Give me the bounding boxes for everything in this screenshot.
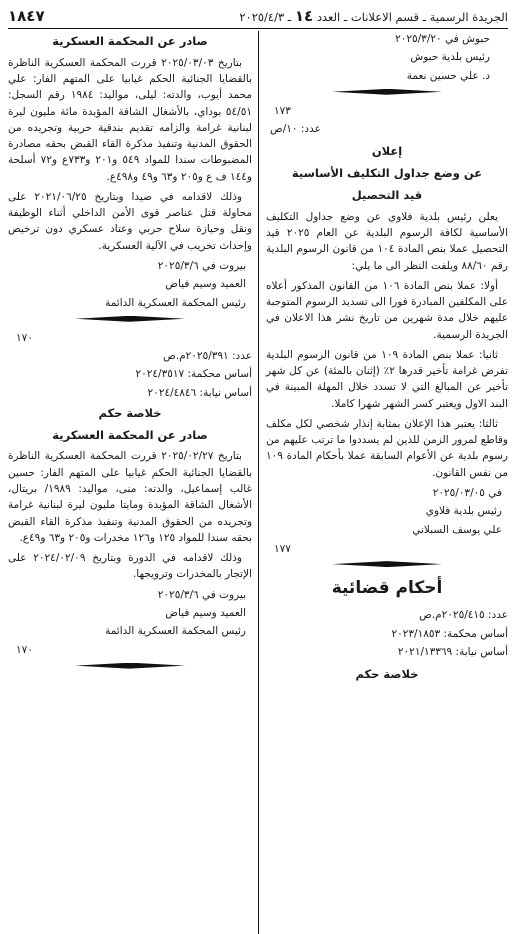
sig-name: العميد وسيم فياض <box>165 278 246 291</box>
ornament-divider <box>332 559 442 569</box>
ornament-divider <box>75 661 185 671</box>
prosecution-base: أساس نيابة: ٢٠٢٤/٤٨٤٦ <box>147 386 252 399</box>
column-divider <box>258 31 259 934</box>
ornament-divider <box>332 87 442 97</box>
announce-subtitle-1: عن وضع جداول التكليف الأساسية <box>291 166 483 181</box>
case-refs <box>266 607 508 660</box>
ornament-divider <box>75 314 185 324</box>
sig-name: علي يوسف السبلاني <box>412 523 502 536</box>
issued-by: صادر عن المحكمة العسكرية <box>52 427 208 442</box>
court-base: أساس محكمة: ٢٠٢٣/١٨٥٣ <box>391 627 508 640</box>
notice-number: ١٧٠ <box>16 331 33 344</box>
judgment-2-reason: وذلك لاقدامه في الدورة وبتاريخ ٢٠٢٤/٠٢/٠٩ على الإتجار بالمخدرات وترويجها. <box>8 552 252 581</box>
sig-title: رئيس بلدية حبوش <box>410 51 490 64</box>
page-header <box>8 6 508 29</box>
sig-date: بيروت في ٢٠٢٥/٣/٦ <box>157 588 246 601</box>
case-2-refs <box>8 348 252 401</box>
judgment-2-signature <box>8 587 252 640</box>
summary-title: خلاصة حكم <box>98 405 162 420</box>
case-number: عدد: ٢٠٢٥/٤١٥م.ص <box>419 609 508 622</box>
summary-title: خلاصة حكم <box>355 667 419 682</box>
page-columns <box>8 31 508 934</box>
sig-title: رئيس بلدية فلاوي <box>425 505 502 518</box>
sig-title: رئيس المحكمة العسكرية الدائمة <box>105 625 246 638</box>
falawi-signature <box>266 485 508 538</box>
announce-second: ثانيا: عملا بنص المادة ١٠٩ من قانون الرسوم البلدية تفرض غرامة تأخير قدرها ٢٪ (إثنان بالمئة) عن كل شهر تأخير عن المبالغ التي لا تسدد خلال المهلة المبينة في البند الاول ويعتبر كسر الشهر شهرا كاملا. <box>266 348 508 410</box>
announce-title: إعلان <box>371 144 403 159</box>
announce-first: أولا: عملا بنص المادة ١٠٦ من القانون المذكور أعلاه على المكلفين المبادرة فورا الى تسديد الرسوم المتوجبة عليهم خلال مدة شهرين من تاريخ نشر هذا الاعلان في الجريدة الرسمية. <box>266 279 508 341</box>
issued-by: صادر عن المحكمة العسكرية <box>52 34 208 48</box>
header-title <box>239 5 508 28</box>
court-base: أساس محكمة: ٢٠٢٤/٣٥١٧ <box>135 368 252 381</box>
judgment-1-reason: وذلك لاقدامه في صيدا وبتاريخ ٢٠٢١/٠٦/٢٥ على محاولة قتل عناصر قوى الأمن الداخلي أثناء الوظيفة ونقل وحيازة سلاح حربي وعتاد عسكري دون ترخيص وإحداث تخريب في الآلية العسكرية. <box>8 190 252 252</box>
issue-date: ـ ٢٠٢٥/٤/٣ <box>239 10 292 25</box>
sig-name: د. علي حسين نعمة <box>406 69 490 82</box>
sig-name: العميد وسيم فياض <box>165 606 246 619</box>
announce-third: ثالثا: يعتبر هذا الإعلان بمثابة إنذار شخصي لكل مكلف وقاطع لمرور الزمن للذين لم يسددوا ما ترتب عليهم من رسوم بلدية عن الأعوام السابقة عملا بأحكام المادة ١٠٩ من نفس القانون. <box>266 417 508 479</box>
sig-date: حبوش في ٢٠٢٥/٣/٢٠ <box>395 33 490 45</box>
notice-number: ١٧٣ <box>274 104 291 117</box>
notice-ref: عدد: ١٠/ص <box>270 123 321 136</box>
notice-number: ١٧٧ <box>274 542 291 555</box>
prosecution-base: أساس نيابة: ٢٠٢١/١٣٣٦٩ <box>397 645 508 658</box>
page-number: ١٨٤٧ <box>8 7 45 26</box>
sig-date: في ٢٠٢٥/٠٣/٠٥ <box>432 487 502 500</box>
gazette-name: الجريدة الرسمية ـ قسم الاعلانات ـ العدد <box>316 10 508 25</box>
right-column <box>266 31 508 934</box>
case-number: عدد: ٢٠٢٥/٣٩١م.ص <box>163 350 252 363</box>
judgment-1-signature <box>8 258 252 311</box>
judgment-2-body: بتاريخ ٢٠٢٥/٠٢/٢٧ قررت المحكمة العسكرية الناظرة بالقضايا الجنائية الحكم غيابيا على المتهم الفار: حسين غالب إسماعيل، والدته: منى، مواليد: ١٩٨٩/ بريتال، الأشغال الشاقة المؤبدة ومايتا مليون ليرة لبنانية غرامة وتجريده من الحقوق المدنية وتنفيذ مذكرة القاء القبض بحقه سندا للمواد ١٢٥ و١٢٦ مخدرات و٢٠٥ و٦٣ و٤٩ع. <box>8 450 252 544</box>
left-column <box>8 31 252 934</box>
section-title: أحكام قضائية <box>331 578 443 599</box>
habbouch-signature <box>266 31 508 84</box>
sig-date: بيروت في ٢٠٢٥/٣/٦ <box>157 260 246 272</box>
issue-number: ١٤ <box>294 7 314 26</box>
sig-title: رئيس المحكمة العسكرية الدائمة <box>105 296 246 309</box>
announce-intro: يعلن رئيس بلدية فلاوي عن وضع جداول التكليف الأساسية لكافة الرسوم البلدية عن العام ٢٠٢٥ قيد التحصيل عملا بنص المادة ١٠٤ من قانون الرسوم البلدية رقم ٨٨/٦٠ ويلفت النظر الى ما يلي: <box>266 210 508 272</box>
notice-number: ١٧٠ <box>16 644 33 657</box>
announce-subtitle-2: قيد التحصيل <box>351 187 423 202</box>
judgment-1-body: بتاريخ ٢٠٢٥/٠٣/٠٣ قررت المحكمة العسكرية الناظرة بالقضايا الجنائية الحكم غيابيا على المتهم الفار: علي محمد أيوب، والدته: ليلى، مواليد: ١٩٨٤ رقم السجل: ٥٤/٥١ بوداي، بالأشغال الشاقة المؤبدة مائة مليون ليرة لبنانية غرامة والزامه تقديم بندقية حربية وتجريده من الحقوق المدنية وتنفيذ مذكرة القاء القبض بحقه مصادرة المضبوطات سندا للمواد ٥٤٩ و٢٠١ و٧٣٣ع و٧٢ أسلحة و١٤٤ ف ع و٢٠٥ و٦٣ و٤٩ و٤٩٨ع. <box>8 56 252 183</box>
